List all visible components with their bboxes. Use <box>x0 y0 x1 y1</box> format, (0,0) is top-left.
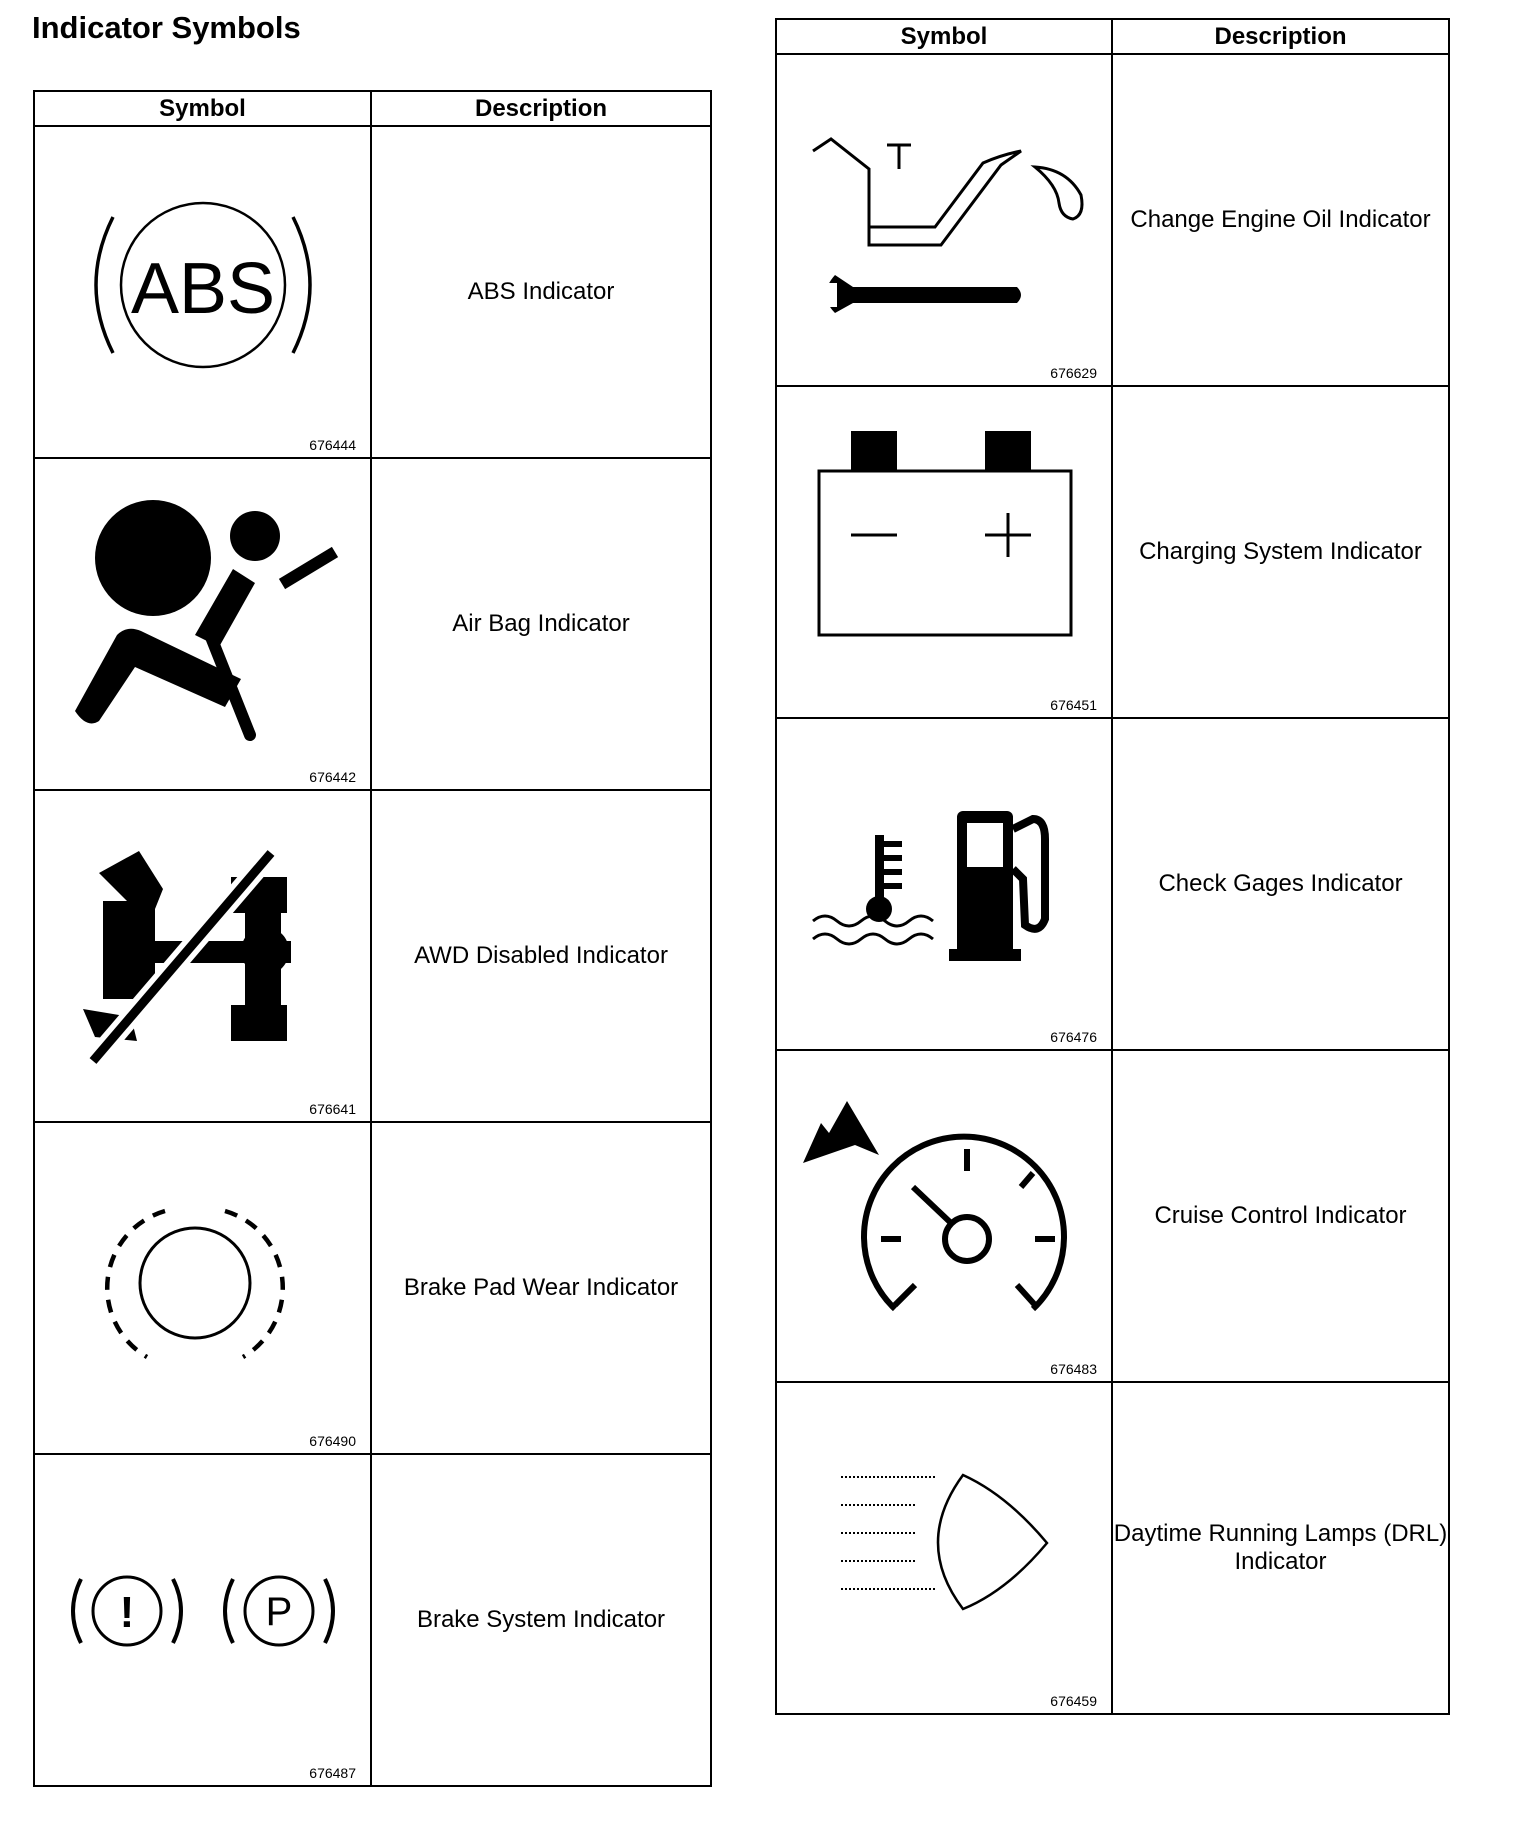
table-header-row <box>34 91 711 126</box>
description-cell: Charging System Indicator <box>1112 386 1449 718</box>
table-row <box>34 790 711 1122</box>
table-row <box>34 1454 711 1786</box>
symbol-cell <box>776 718 1112 1050</box>
description-cell: Change Engine Oil Indicator <box>1112 54 1449 386</box>
symbol-code: 676641 <box>309 1101 356 1117</box>
description-cell: Cruise Control Indicator <box>1112 1050 1449 1382</box>
description-cell: Check Gages Indicator <box>1112 718 1449 1050</box>
table-row <box>34 1122 711 1454</box>
symbol-cell <box>34 1122 371 1454</box>
symbol-code: 676444 <box>309 437 356 453</box>
abs-icon-text: ABS <box>130 249 276 329</box>
table-row <box>776 386 1449 718</box>
abs-icon <box>35 127 372 457</box>
check-gages-icon <box>777 719 1113 1049</box>
symbol-code: 676442 <box>309 769 356 785</box>
symbol-code: 676476 <box>1050 1029 1097 1045</box>
description-cell: AWD Disabled Indicator <box>371 790 711 1122</box>
brake-pad-wear-icon <box>35 1123 372 1453</box>
awd-disabled-icon <box>35 791 372 1121</box>
symbol-column-header: Symbol <box>776 19 1112 54</box>
symbol-code: 676459 <box>1050 1693 1097 1709</box>
description-column-header: Description <box>371 91 711 126</box>
table-row <box>776 54 1449 386</box>
symbol-cell <box>34 458 371 790</box>
symbol-code: 676451 <box>1050 697 1097 713</box>
table-row <box>776 1382 1449 1714</box>
symbol-cell <box>34 1454 371 1786</box>
page-title: Indicator Symbols <box>32 10 301 45</box>
symbol-cell <box>34 126 371 458</box>
description-cell: ABS Indicator <box>371 126 711 458</box>
indicator-table-right <box>775 18 1450 1715</box>
symbol-cell <box>776 1382 1112 1714</box>
symbol-cell <box>776 386 1112 718</box>
exclamation-icon-text: ! <box>119 1588 135 1637</box>
drl-icon <box>777 1383 1113 1713</box>
brake-system-icon <box>35 1455 372 1785</box>
table-row <box>776 1050 1449 1382</box>
symbol-code: 676487 <box>309 1765 356 1781</box>
description-cell: Brake Pad Wear Indicator <box>371 1122 711 1454</box>
symbol-code: 676629 <box>1050 365 1097 381</box>
indicator-table-left <box>33 90 712 1787</box>
symbol-cell <box>776 1050 1112 1382</box>
description-cell: Brake System Indicator <box>371 1454 711 1786</box>
description-column-header: Description <box>1112 19 1449 54</box>
cruise-control-icon <box>777 1051 1113 1381</box>
table-row <box>34 126 711 458</box>
engine-oil-icon <box>777 55 1113 385</box>
table-row <box>776 718 1449 1050</box>
symbol-cell <box>34 790 371 1122</box>
symbol-column-header: Symbol <box>34 91 371 126</box>
description-cell: Daytime Running Lamps (DRL) Indicator <box>1112 1382 1449 1714</box>
symbol-cell <box>776 54 1112 386</box>
air-bag-icon <box>35 459 372 789</box>
table-header-row <box>776 19 1449 54</box>
symbol-code: 676490 <box>309 1433 356 1449</box>
symbol-code: 676483 <box>1050 1361 1097 1377</box>
park-icon-text: P <box>265 1590 293 1634</box>
table-row <box>34 458 711 790</box>
battery-icon <box>777 387 1113 717</box>
description-cell: Air Bag Indicator <box>371 458 711 790</box>
